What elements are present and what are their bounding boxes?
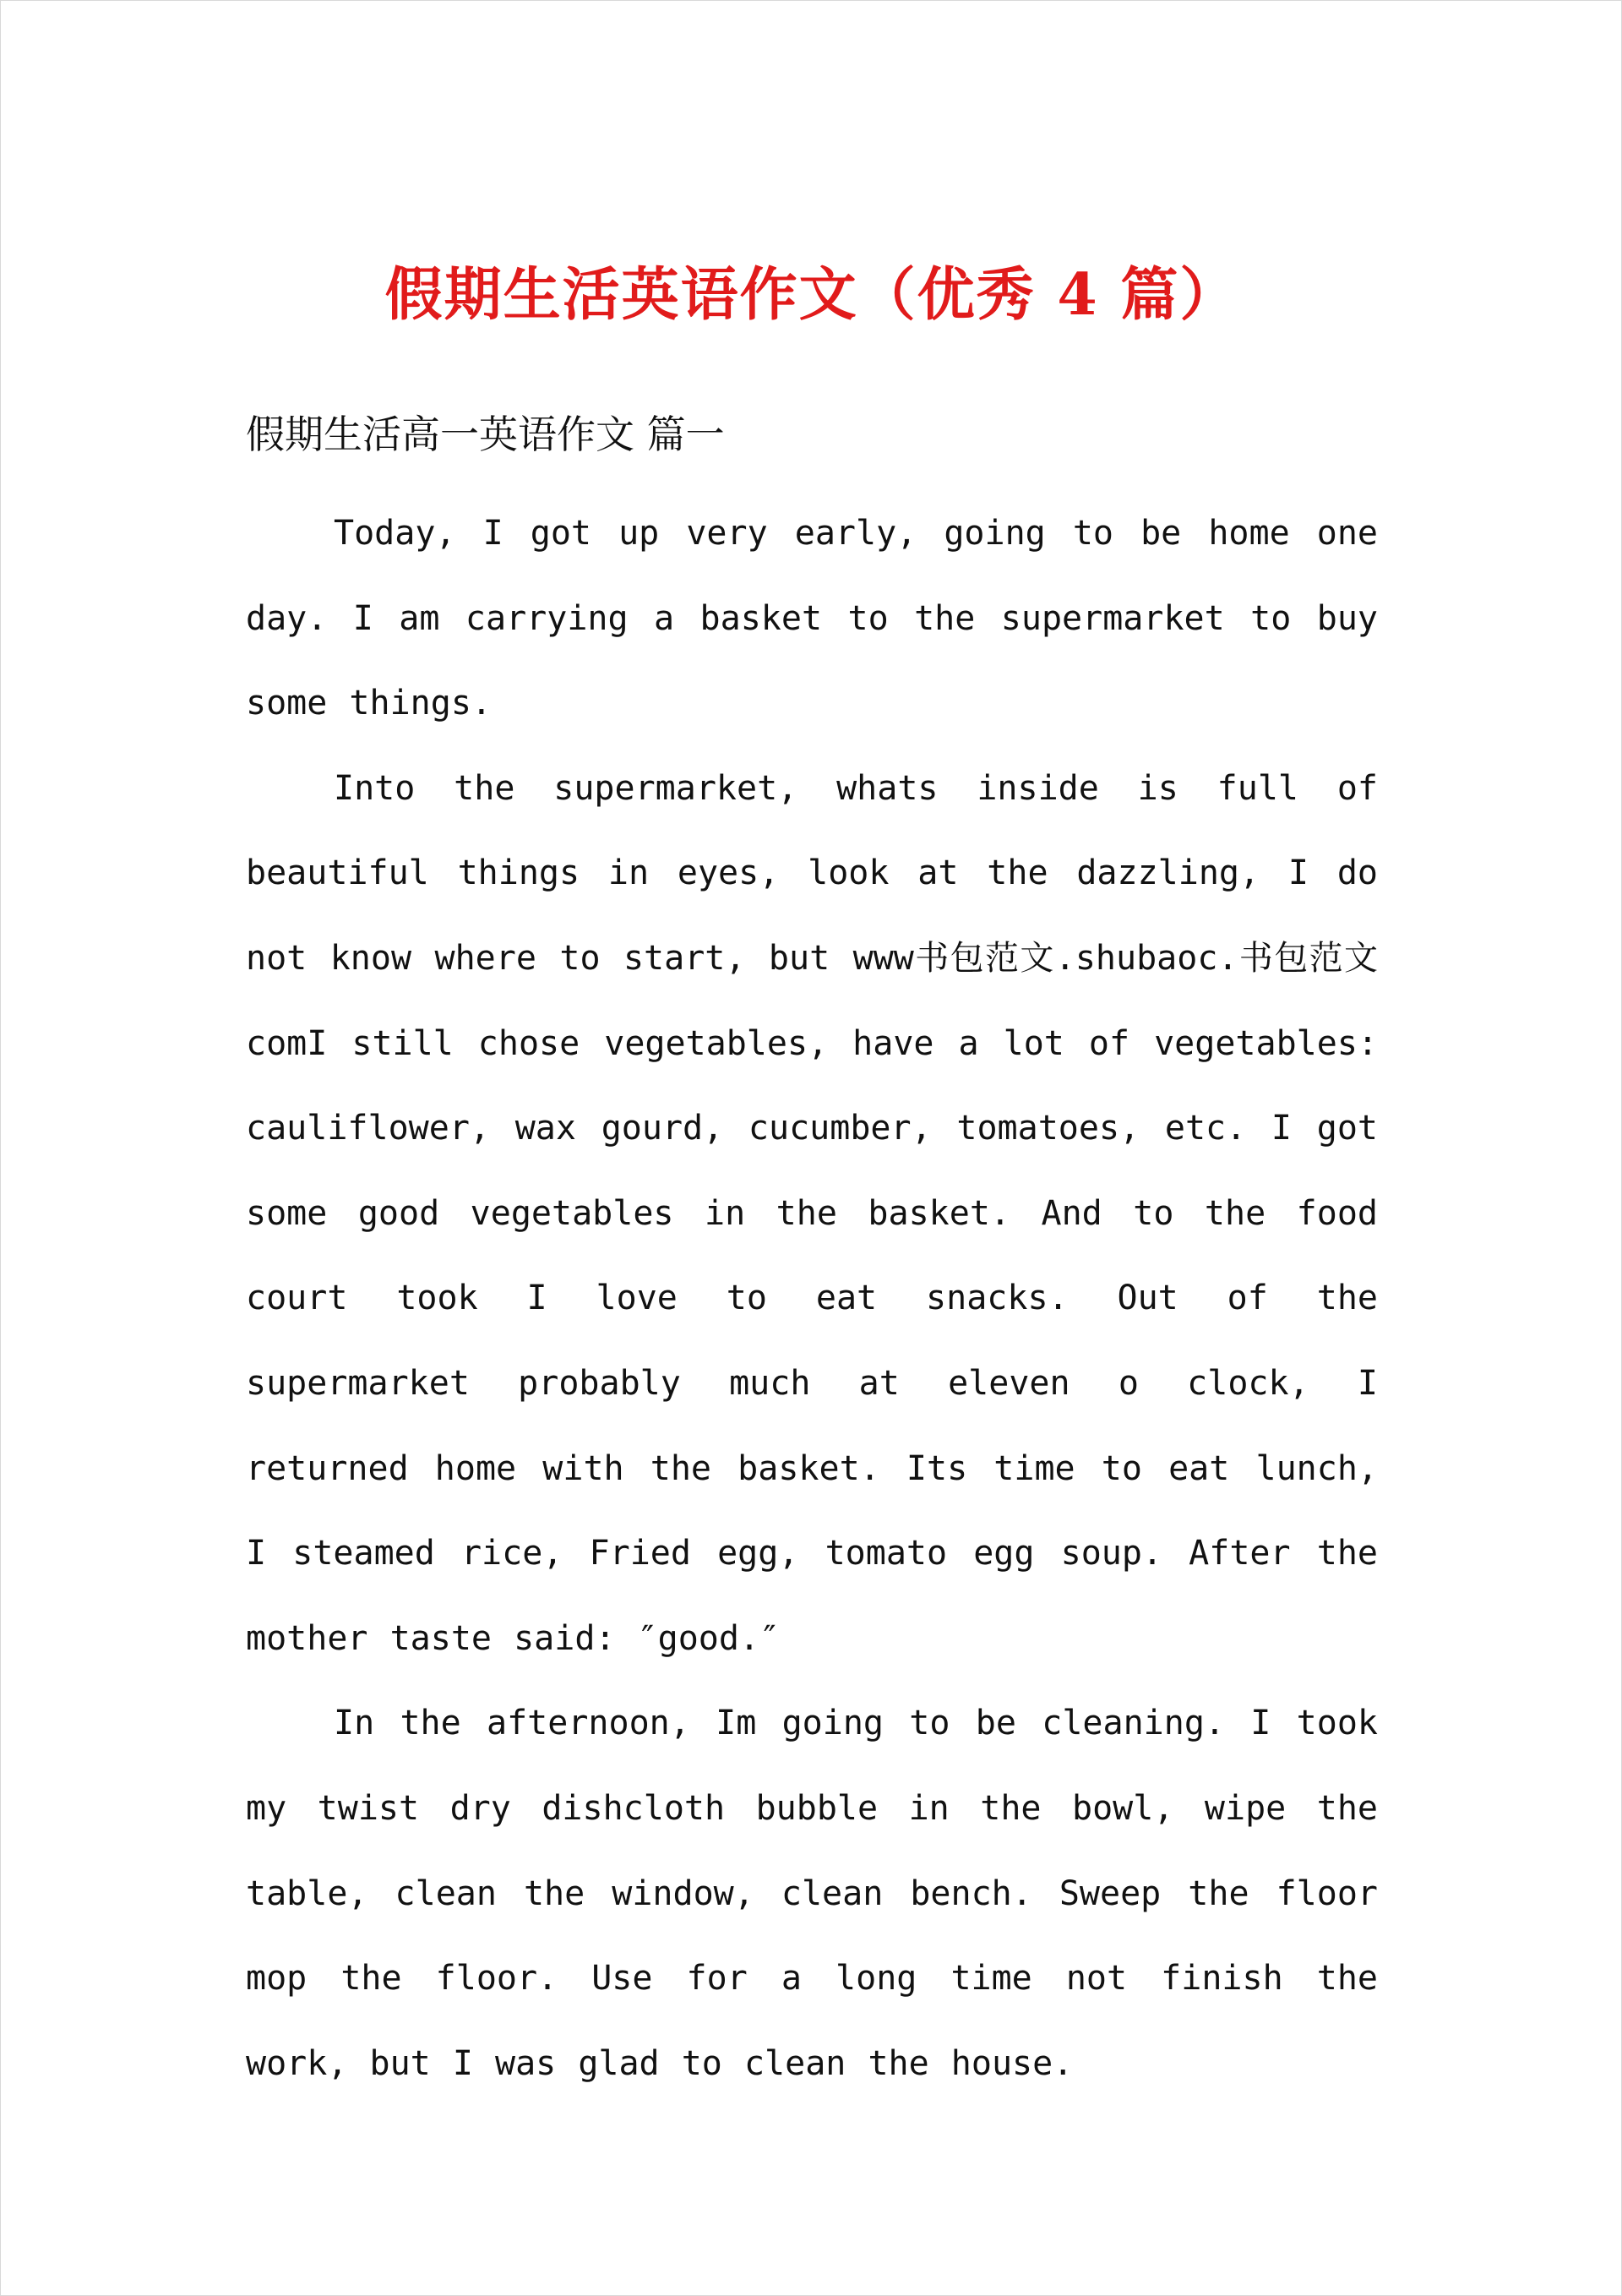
section-heading: 假期生活高一英语作文 篇一 bbox=[246, 412, 725, 457]
paragraph-1: Today, I got up very early, going to be home one day. I am carrying a basket to the supermarket to buy some things. bbox=[246, 514, 1378, 723]
document-title: 假期生活英语作文（优秀 4 篇） bbox=[384, 261, 1239, 329]
essay-body bbox=[246, 491, 1378, 2106]
paragraph-2: Into the supermarket, whats inside is full of beautiful things in eyes, look at the dazzling, I do not know where to start, but www书包范文.shubaoc.书包范文comI still chose vegetables, have a lot of vegetables: cauliflower, wax gourd, cucumber, tomatoes, etc. I got some good vegetables in the basket. And to the food court took I love to eat snacks. Out of the supermarket probably much at eleven o clock, I returned home with the basket. Its time to eat lunch, I steamed rice, Fried egg, tomato egg soup. After the mother taste said: ″good.″ bbox=[246, 768, 1378, 1658]
paragraph-3: In the afternoon, Im going to be cleaning. I took my twist dry dishcloth bubble in the bowl, wipe the table, clean the window, clean bench. Sweep the floor mop the floor. Use for a long time not finish the work, but I was glad to clean the house. bbox=[246, 1704, 1378, 2083]
